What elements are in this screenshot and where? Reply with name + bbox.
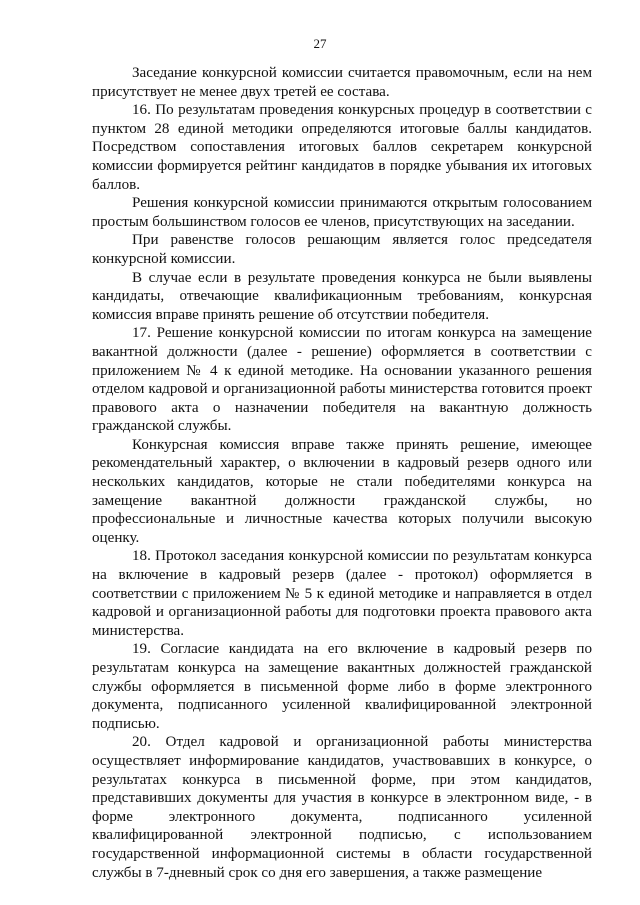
paragraph-tie-vote: При равенстве голосов решающим является голос председателя конкурсной комиссии. xyxy=(92,232,592,267)
paragraph-quorum: Заседание конкурсной комиссии считается правомочным, если на нем присутствует не менее двух третей ее состава. xyxy=(92,65,592,100)
paragraph-18: 18. Протокол заседания конкурсной комиссии по результатам конкурса на включение в кадровый резерв (далее - протокол) оформляется в соответствии с приложением № 5 к единой методике и направляется в отдел кадровой и организационной работы для подготовки проекта правового акта министерства. xyxy=(92,548,592,639)
paragraph-no-winner: В случае если в результате проведения конкурса не были выявлены кандидаты, отвечающие квалификационным требованиям, конкурсная комиссия вправе принять решение об отсутствии победителя. xyxy=(92,269,592,323)
paragraph-17: 17. Решение конкурсной комиссии по итогам конкурса на замещение вакантной должности (далее - решение) оформляется в соответствии с приложением № 4 к единой методике. На основании указанного решения отделом кадровой и организационной работы министерства готовится проект правового акта о назначении победителя на вакантную должность гражданской службы. xyxy=(92,325,592,435)
page-number: 27 xyxy=(313,36,327,51)
paragraph-19: 19. Согласие кандидата на его включение в кадровый резерв по результатам конкурса на замещение вакантных должностей гражданской службы оформляется в письменной форме либо в форме электронного документа, подписанного усиленной квалифицированной электронной подписью. xyxy=(92,641,592,732)
paragraph-20: 20. Отдел кадровой и организационной работы министерства осуществляет информирование кандидатов, участвовавших в конкурсе, о результатах конкурса в письменной форме, при этом кандидатов, представивших документы для участия в конкурсе в электронном виде, - в форме электронного документа, подписанного усиленной квалифицированной электронной подписью, с использованием государственной информационной системы в области государственной службы в 7-дневный срок со дня его завершения, а также размещение xyxy=(92,734,592,881)
document-body xyxy=(92,64,592,882)
paragraph-voting: Решения конкурсной комиссии принимаются открытым голосованием простым большинством голосов ее членов, присутствующих на заседании. xyxy=(92,195,592,230)
paragraph-reserve-recommendation: Конкурсная комиссия вправе также принять решение, имеющее рекомендательный характер, о включении в кадровый резерв одного или нескольких кандидатов, которые не стали победителями конкурса на замещение вакантной должности гражданской службы, но профессиональные и личностные качества которых получили высокую оценку. xyxy=(92,436,592,546)
paragraph-16: 16. По результатам проведения конкурсных процедур в соответствии с пунктом 28 единой методики определяются итоговые баллы кандидатов. Посредством сопоставления итоговых баллов секретарем конкурсной комиссии формируется рейтинг кандидатов в порядке убывания их итоговых баллов. xyxy=(92,102,592,193)
